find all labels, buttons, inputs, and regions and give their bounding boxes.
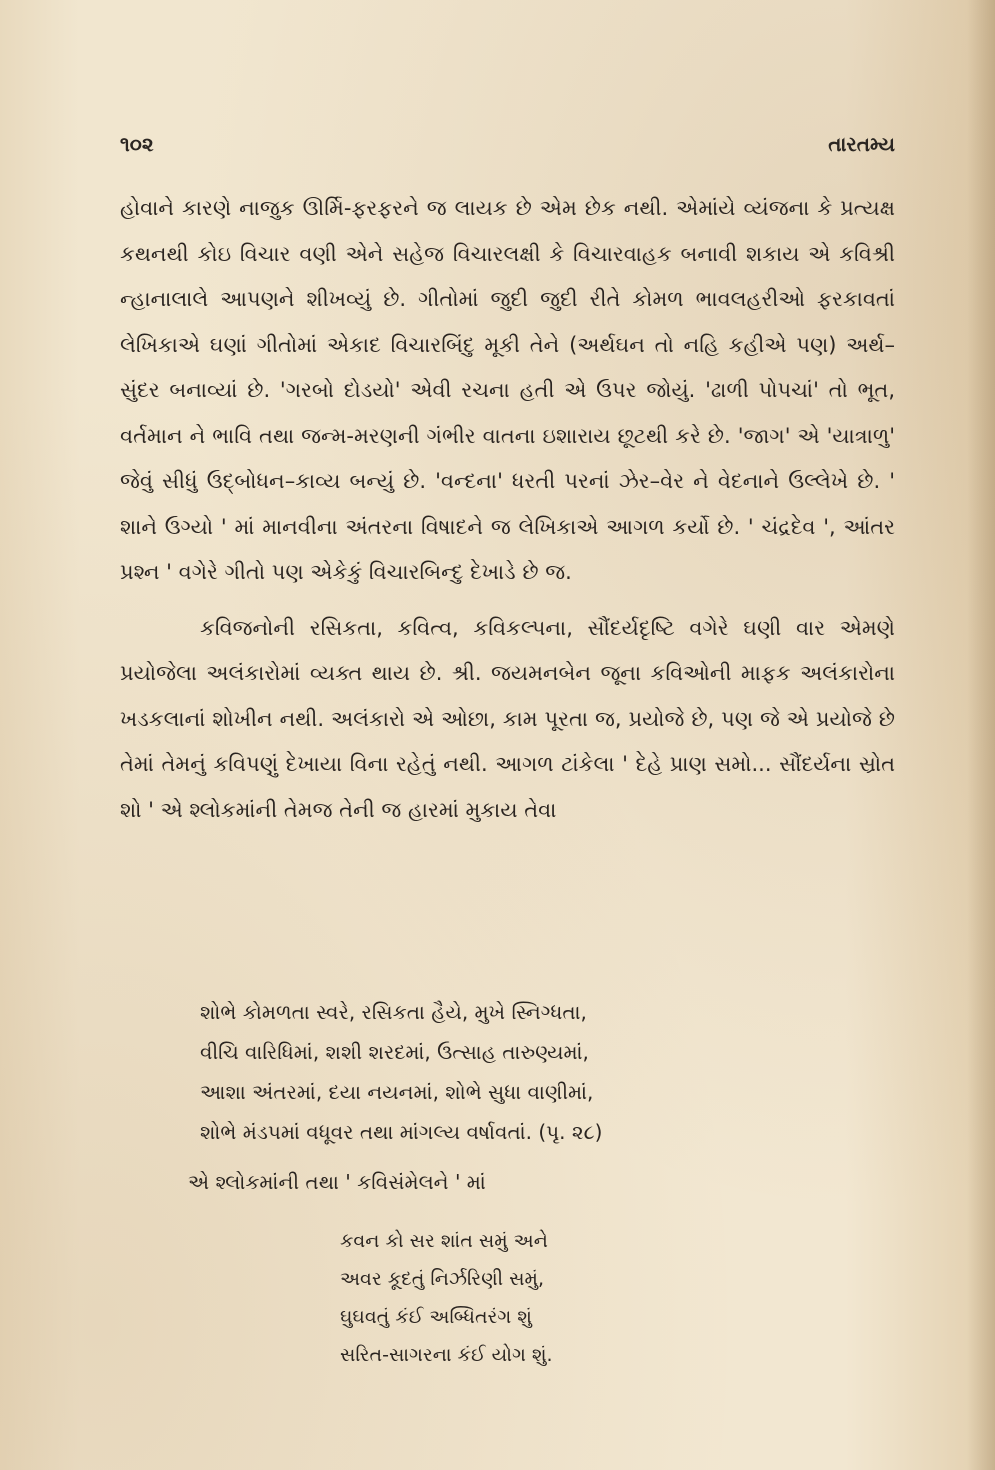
verse-line: આશા અંતરમાં, દયા નયનમાં, શોભે સુધા વાણીમાં, [200,1080,594,1104]
verse-line: કવન કો સર શાંત સમું અને [340,1230,548,1252]
page-edge-shadow [967,0,995,1470]
page-header [120,132,895,162]
verse-line: શોભે કોમળતા સ્વરે, રસિકતા હૈયે, મુખે સ્નિગ્ધતા, [200,1000,587,1024]
verse-line: સરિત-સાગરના કંઈ યોગ શું. [340,1344,553,1366]
paragraph-2: કવિજનોની રસિકતા, કવિત્વ, કવિકલ્પના, સૌંદર્યદૃષ્ટિ વગેરે ઘણી વાર એમણે પ્રયોજેલા અલંકારોમાં વ્યક્ત થાય છે. શ્રી. જયમનબેન જૂના કવિઓની માફક અલંકારોના ખડકલાનાં શોખીન નથી. અલંકારો એ ઓછા, કામ પૂરતા જ, પ્રયોજે છે, પણ જે એ પ્રયોજે છે તેમાં તેમનું કવિપણું દેખાયા વિના રહેતું નથી. આગળ ટાંકેલા ' દેહે પ્રાણ સમો... સૌંદર્યના સ્રોત શો ' એ શ્લોકમાંની તેમજ તેની જ હારમાં મુકાય તેવા [120,615,895,822]
verse-intro-line: એ શ્લોકમાંની તથા ' કવિસંમેલને ' માં [188,1170,486,1194]
quoted-verse-2 [340,1222,860,1374]
page-number: ૧૦૨ [120,132,154,156]
running-title: તારતમ્ય [828,132,895,156]
quoted-verse-1 [200,992,900,1152]
body-text [120,186,895,833]
verse-line: અવર કૂદતું નિર્ઝરિણી સમું, [340,1268,544,1290]
verse-line: વીચિ વારિધિમાં, શશી શરદમાં, ઉત્સાહ તારુણ્યમાં, [200,1040,589,1064]
paragraph-1: હોવાને કારણે નાજુક ઊર્મિ-ફરફરને જ લાયક છે એમ છેક નથી. એમાંયે વ્યંજના કે પ્રત્યક્ષ કથનથી કોઇ વિચાર વણી એને સહેજ વિચારલક્ષી કે વિચારવાહક બનાવી શકાય એ કવિશ્રી ન્હાનાલાલે આપણને શીખવ્યું છે. ગીતોમાં જુદી જુદી રીતે કોમળ ભાવલહરીઓ ફરકાવતાં લેખિકાએ ઘણાં ગીતોમાં એકાદ વિચારબિંદુ મૂકી તેને (અર્થઘન તો નહિ કહીએ પણ) અર્થ–સુંદર બનાવ્યાં છે. 'ગરબો દોડયો' એવી રચના હતી એ ઉપર જોયું. 'ઢાળી પોપચાં' તો ભૂત, વર્તમાન ને ભાવિ તથા જન્મ-મરણની ગંભીર વાતના ઇશારાય છૂટથી કરે છે. 'જાગ' એ 'યાત્રાળુ' જેવું સીધું ઉદ્બોધન–કાવ્ય બન્યું છે. 'વન્દના' ધરતી પરનાં ઝેર–વેર ને વેદનાને ઉલ્લેખે છે. ' શાને ઉગ્યો ' માં માનવીના અંતરના વિષાદને જ લેખિકાએ આગળ કર્યો છે. ' ચંદ્રદેવ ', આંતર પ્રશ્ન ' વગેરે ગીતો પણ એકેકું વિચારબિન્દુ દેખાડે છે જ. [120,196,895,584]
verse-line: ઘુઘવતું કંઈ અબ્ધિતરંગ શું [340,1306,532,1328]
verse-line: શોભે મંડપમાં વધૂવર તથા માંગલ્ય વર્ષાવતાં. (પૃ. ૨૮) [200,1120,603,1144]
